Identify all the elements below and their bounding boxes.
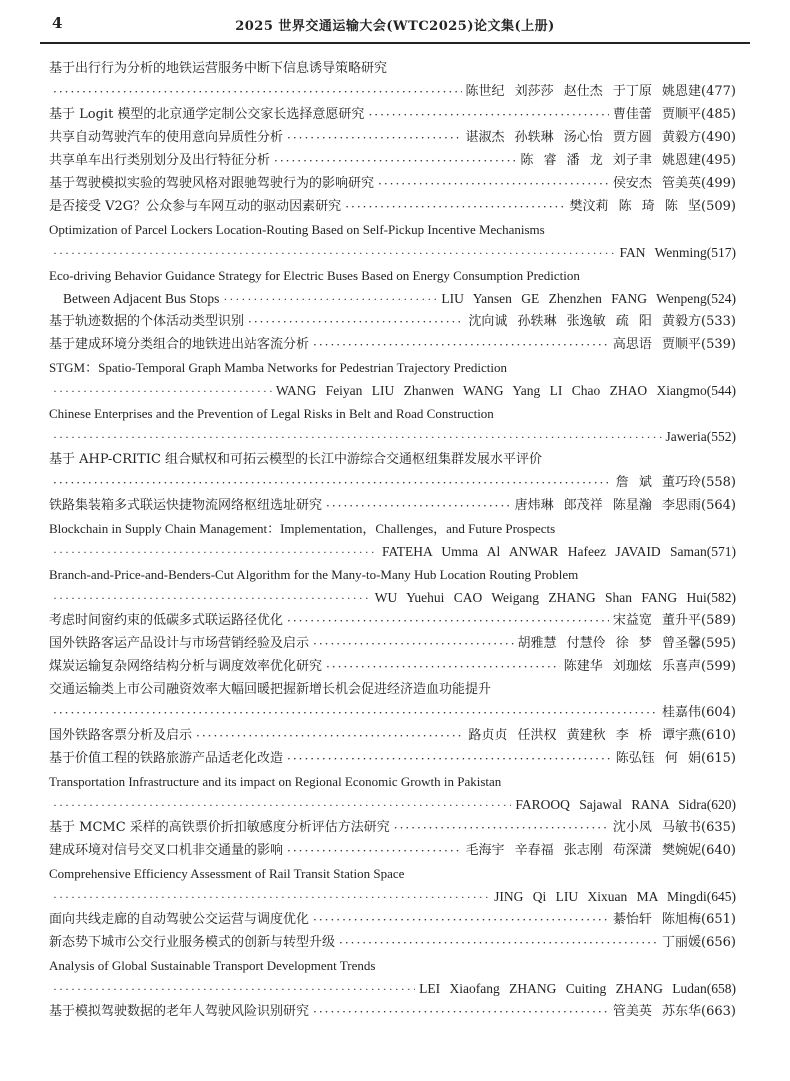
- entry-authors-page: 沈小凤 马敏书(635): [612, 820, 736, 835]
- entry-title: 共享单车出行类别划分及出行特征分析: [49, 153, 271, 168]
- entry-authors-page: 綦怡轩 陈旭梅(651): [612, 912, 736, 927]
- toc-entry[interactable]: [49, 423, 736, 446]
- toc-entry[interactable]: [49, 469, 736, 492]
- toc-entry[interactable]: [49, 193, 736, 216]
- dot-leader: [53, 244, 615, 262]
- toc-entry[interactable]: [49, 860, 736, 883]
- toc-entry[interactable]: [49, 975, 736, 998]
- entry-authors-page: 陈建华 刘珈炫 乐喜声(599): [563, 659, 736, 674]
- page-number: 4: [52, 14, 63, 32]
- entry-title: 铁路集装箱多式联运快捷物流网络枢纽选址研究: [49, 498, 323, 513]
- toc-entry[interactable]: [49, 676, 736, 699]
- toc-entry[interactable]: [49, 124, 736, 147]
- entry-authors-page: 丁丽媛(656): [662, 935, 736, 950]
- entry-title: 基于 AHP-CRITIC 组合赋权和可拓云模型的长江中游综合交通枢纽集群发展水平评价: [49, 452, 543, 467]
- dot-leader: [313, 1003, 609, 1021]
- entry-title: Branch-and-Price-and-Benders-Cut Algorithm for the Many-to-Many Hub Location Routing Problem: [49, 567, 579, 582]
- dot-leader: [287, 129, 461, 147]
- entry-authors-page: 樊汶莉 陈 琦 陈 坚(509): [569, 199, 736, 214]
- dot-leader: [53, 888, 490, 906]
- entry-authors-page: 管美英 苏东华(663): [612, 1004, 736, 1019]
- entry-title: 交通运输类上市公司融资效率大幅回暖把握新增长机会促进经济造血功能提升: [49, 682, 492, 697]
- dot-leader: [394, 819, 609, 837]
- toc-entry[interactable]: [49, 101, 736, 124]
- dot-leader: [378, 175, 609, 193]
- toc-entry[interactable]: [49, 906, 736, 929]
- toc-entry[interactable]: [49, 354, 736, 377]
- entry-title: Blockchain in Supply Chain Management：Implementation，Challenges，and Future Prospects: [49, 521, 556, 536]
- table-of-contents: [49, 55, 736, 1021]
- dot-leader: [248, 313, 464, 331]
- dot-leader: [313, 336, 609, 354]
- entry-authors-page: 沈向诚 孙轶琳 张逸敏 疏 阳 黄毅方(533): [468, 314, 736, 329]
- entry-title: 国外铁路客票分析及启示: [49, 728, 193, 743]
- toc-entry[interactable]: [49, 331, 736, 354]
- dot-leader: [53, 474, 612, 492]
- toc-entry[interactable]: [49, 929, 736, 952]
- toc-entry[interactable]: [49, 998, 736, 1021]
- entry-authors-page: FATEHA Umma Al ANWAR Hafeez JAVAID Saman(571): [382, 544, 736, 559]
- entry-title: Optimization of Parcel Lockers Location-Routing Based on Self-Pickup Incentive Mechanisms: [49, 222, 545, 237]
- toc-entry[interactable]: [49, 538, 736, 561]
- entry-authors-page: 高思语 贾顺平(539): [612, 337, 736, 352]
- dot-leader: [53, 382, 272, 400]
- toc-entry[interactable]: [49, 584, 736, 607]
- entry-authors-page: 毛海宇 辛春福 张志刚 苟深潇 樊婉妮(640): [465, 843, 736, 858]
- toc-entry[interactable]: [49, 515, 736, 538]
- toc-entry[interactable]: [49, 216, 736, 239]
- toc-entry[interactable]: [49, 400, 736, 423]
- toc-entry[interactable]: [49, 883, 736, 906]
- entry-title: 考虑时间窗约束的低碳多式联运路径优化: [49, 613, 284, 628]
- dot-leader: [368, 106, 608, 124]
- toc-entry[interactable]: [49, 699, 736, 722]
- toc-entry[interactable]: [49, 55, 736, 78]
- dot-leader: [53, 980, 415, 998]
- entry-authors-page: 曹佳蕾 贾顺平(485): [612, 107, 736, 122]
- dot-leader: [196, 727, 464, 745]
- entry-title: 国外铁路客运产品设计与市场营销经验及启示: [49, 636, 310, 651]
- dot-leader: [274, 152, 516, 170]
- dot-leader: [53, 428, 662, 446]
- entry-authors-page: 路贞贞 任洪权 黄建秋 李 桥 谭宇燕(610): [468, 728, 736, 743]
- dot-leader: [326, 658, 560, 676]
- entry-title: 基于价值工程的铁路旅游产品适老化改造: [49, 751, 284, 766]
- dot-leader: [53, 543, 378, 561]
- dot-leader: [53, 589, 371, 607]
- toc-entry[interactable]: [49, 262, 736, 285]
- entry-title: 建成环境对信号交叉口机非交通量的影响: [49, 843, 284, 858]
- toc-entry[interactable]: [49, 952, 736, 975]
- toc-entry[interactable]: [49, 814, 736, 837]
- entry-authors-page: 桂嘉伟(604): [662, 705, 736, 720]
- running-title: 2025 世界交通运输大会(WTC2025)论文集(上册): [235, 19, 555, 34]
- header-rule: [40, 42, 750, 44]
- toc-entry[interactable]: [49, 630, 736, 653]
- dot-leader: [339, 934, 658, 952]
- entry-title: Analysis of Global Sustainable Transport Development Trends: [49, 958, 376, 973]
- entry-authors-page: FAROOQ Sajawal RANA Sidra(620): [515, 797, 736, 812]
- toc-entry[interactable]: [49, 653, 736, 676]
- entry-authors-page: 陈 睿 潘 龙 刘子聿 姚恩建(495): [520, 153, 736, 168]
- toc-entry[interactable]: [49, 722, 736, 745]
- entry-title: 基于 Logit 模型的北京通学定制公交家长选择意愿研究: [49, 107, 365, 122]
- page-header: [40, 0, 750, 44]
- dot-leader: [326, 497, 511, 515]
- dot-leader: [53, 796, 511, 814]
- entry-title: 基于驾驶模拟实验的驾驶风格对跟驰驾驶行为的影响研究: [49, 176, 375, 191]
- entry-authors-page: 宋益宽 董升平(589): [612, 613, 736, 628]
- toc-entry[interactable]: [49, 446, 736, 469]
- dot-leader: [53, 704, 658, 722]
- toc-entry[interactable]: [49, 377, 736, 400]
- entry-authors-page: WU Yuehui CAO Weigang ZHANG Shan FANG Hui(582): [374, 590, 736, 605]
- entry-title: 面向共线走廊的自动驾驶公交运营与调度优化: [49, 912, 310, 927]
- toc-entry[interactable]: [49, 561, 736, 584]
- toc-entry[interactable]: [49, 78, 736, 101]
- entry-title: 基于模拟驾驶数据的老年人驾驶风险识别研究: [49, 1004, 310, 1019]
- toc-entry[interactable]: [49, 147, 736, 170]
- entry-title: STGM：Spatio-Temporal Graph Mamba Networks for Pedestrian Trajectory Prediction: [49, 360, 507, 375]
- entry-authors-page: 侯安杰 管美英(499): [612, 176, 736, 191]
- dot-leader: [345, 198, 565, 216]
- entry-authors-page: 陈世纪 刘莎莎 赵仕杰 于丁原 姚恩建(477): [465, 84, 736, 99]
- entry-authors-page: 胡雅慧 付慧伶 徐 梦 曾圣馨(595): [517, 636, 736, 651]
- entry-title: 基于出行行为分析的地铁运营服务中断下信息诱导策略研究: [49, 61, 388, 76]
- entry-authors-page: LEI Xiaofang ZHANG Cuiting ZHANG Ludan(658): [419, 981, 736, 996]
- entry-authors-page: 詹 斌 董巧玲(558): [615, 475, 736, 490]
- toc-entry[interactable]: [49, 791, 736, 814]
- entry-authors-page: 唐炜琳 郎茂祥 陈星瀚 李思雨(564): [514, 498, 736, 513]
- entry-authors-page: WANG Feiyan LIU Zhanwen WANG Yang LI Chao ZHAO Xiangmo(544): [275, 383, 736, 398]
- entry-title: 新态势下城市公交行业服务模式的创新与转型升级: [49, 935, 336, 950]
- entry-authors-page: 陈弘钰 何 娟(615): [615, 751, 736, 766]
- dot-leader: [223, 290, 437, 308]
- toc-entry[interactable]: [49, 837, 736, 860]
- entry-title: 是否接受 V2G？公众参与车网互动的驱动因素研究: [49, 199, 342, 214]
- toc-entry[interactable]: [49, 768, 736, 791]
- toc-entry[interactable]: [49, 170, 736, 193]
- entry-authors-page: JING Qi LIU Xixuan MA Mingdi(645): [494, 889, 736, 904]
- entry-title: 基于建成环境分类组合的地铁进出站客流分析: [49, 337, 310, 352]
- entry-authors-page: FAN Wenming(517): [619, 245, 736, 260]
- entry-title: Comprehensive Efficiency Assessment of Rail Transit Station Space: [49, 866, 405, 881]
- toc-entry[interactable]: [49, 308, 736, 331]
- entry-authors-page: 谌淑杰 孙轶琳 汤心怡 贾方圆 黄毅方(490): [465, 130, 736, 145]
- dot-leader: [287, 612, 609, 630]
- entry-title: Transportation Infrastructure and its impact on Regional Economic Growth in Pakistan: [49, 774, 502, 789]
- entry-title: 基于 MCMC 采样的高铁票价折扣敏感度分析评估方法研究: [49, 820, 390, 835]
- entry-title: Between Adjacent Bus Stops: [63, 291, 220, 306]
- entry-title: Eco-driving Behavior Guidance Strategy for Electric Buses Based on Energy Consumption Prediction: [49, 268, 580, 283]
- dot-leader: [287, 842, 461, 860]
- toc-entry[interactable]: [49, 607, 736, 630]
- entry-title: 共享自动驾驶汽车的使用意向异质性分析: [49, 130, 284, 145]
- dot-leader: [313, 911, 609, 929]
- entry-authors-page: LIU Yansen GE Zhenzhen FANG Wenpeng(524): [441, 291, 736, 306]
- entry-authors-page: Jaweria(552): [665, 429, 736, 444]
- toc-entry[interactable]: [49, 285, 736, 308]
- toc-entry[interactable]: [49, 492, 736, 515]
- entry-title: Chinese Enterprises and the Prevention of Legal Risks in Belt and Road Construction: [49, 406, 494, 421]
- dot-leader: [313, 635, 513, 653]
- dot-leader: [53, 83, 462, 101]
- entry-title: 基于轨迹数据的个体活动类型识别: [49, 314, 245, 329]
- dot-leader: [287, 750, 612, 768]
- toc-entry[interactable]: [49, 745, 736, 768]
- toc-entry[interactable]: [49, 239, 736, 262]
- entry-title: 煤炭运输复杂网络结构分析与调度效率优化研究: [49, 659, 323, 674]
